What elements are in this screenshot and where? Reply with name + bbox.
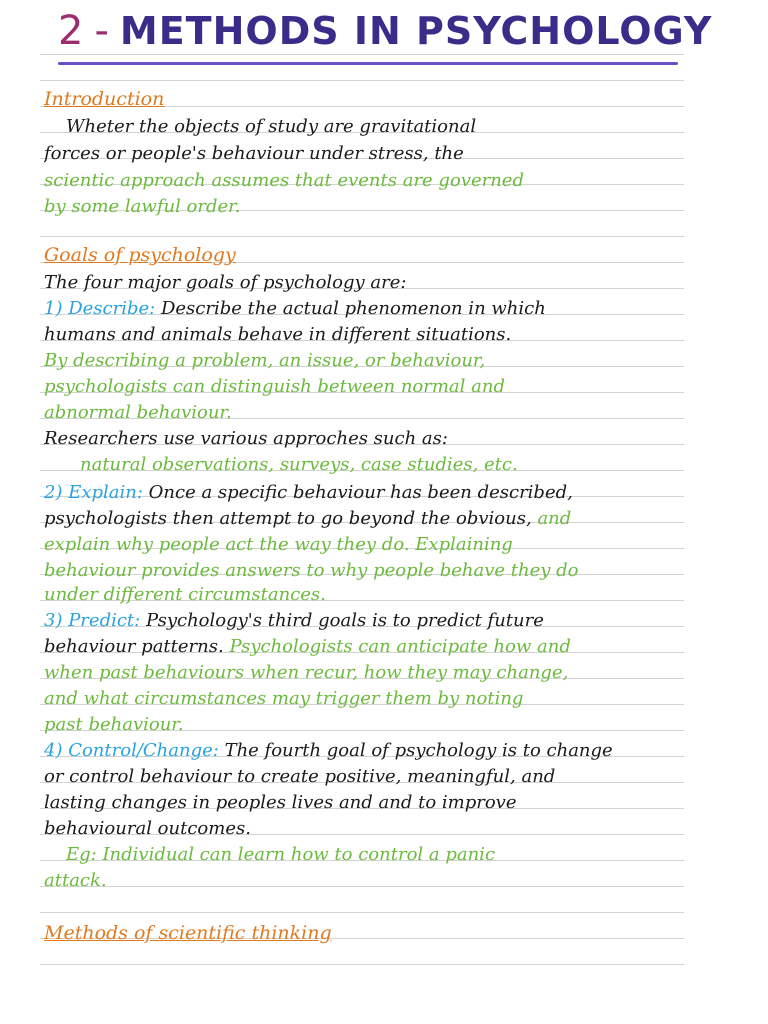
describe-line-2: humans and animals behave in different situations. (44, 324, 512, 345)
control-line-2: or control behaviour to create positive, meaningful, and (44, 766, 556, 787)
explain-label: 2) Explain: (44, 482, 143, 503)
predict-line-1 (44, 608, 734, 634)
describe-line-3: Researchers use various approches such as: (44, 428, 448, 449)
predict-label: 3) Predict: (44, 610, 141, 631)
explain-green-3: under different circumstances. (44, 584, 326, 605)
describe-green-1: By describing a problem, an issue, or behaviour, (44, 350, 486, 371)
methods-heading: Methods of scientific thinking (44, 922, 332, 944)
control-green-1: Eg: Individual can learn how to control a panic (66, 844, 496, 865)
predict-green-3: past behaviour. (44, 714, 184, 735)
control-green-2: attack. (44, 870, 107, 891)
explain-line-2 (44, 506, 734, 532)
explain-line-1 (44, 480, 734, 506)
intro-heading: Introduction (44, 88, 165, 110)
title-underline (58, 62, 678, 65)
intro-line-4: by some lawful order. (44, 196, 241, 217)
explain-text-2b: and (537, 508, 572, 529)
explain-text-2a: psychologists then attempt to go beyond the obvious, (44, 508, 532, 529)
intro-line-1: Wheter the objects of study are gravitational (66, 116, 477, 137)
control-line-1 (44, 738, 734, 764)
control-line-4: behavioural outcomes. (44, 818, 251, 839)
title-dash: - (94, 8, 110, 54)
predict-green-2: and what circumstances may trigger them by noting (44, 688, 524, 709)
describe-green-4: natural observations, surveys, case studies, etc. (80, 454, 518, 475)
describe-text-1: Describe the actual phenomenon in which (160, 298, 546, 319)
describe-green-2: psychologists can distinguish between normal and (44, 376, 505, 397)
explain-text-1: Once a specific behaviour has been described, (148, 482, 573, 503)
predict-green-1: when past behaviours when recur, how they may change, (44, 662, 569, 683)
predict-text-2b: Psychologists can anticipate how and (229, 636, 571, 657)
control-line-3: lasting changes in peoples lives and and to improve (44, 792, 517, 813)
control-text-1: The fourth goal of psychology is to change (224, 740, 613, 761)
control-label: 4) Control/Change: (44, 740, 219, 761)
page-title (58, 6, 738, 56)
predict-text-2a: behaviour patterns. (44, 636, 224, 657)
describe-line-1 (44, 296, 734, 322)
predict-text-1: Psychology's third goals is to predict future (145, 610, 544, 631)
page-margin-bottom (0, 970, 768, 1024)
page-margin-left (0, 0, 40, 1024)
explain-green-1: explain why people act the way they do. Explaining (44, 534, 513, 555)
goals-intro: The four major goals of psychology are: (44, 272, 407, 293)
intro-line-2: forces or people's behaviour under stress, the (44, 143, 464, 164)
describe-label: 1) Describe: (44, 298, 156, 319)
chapter-number: 2 (58, 8, 85, 54)
intro-line-3: scientic approach assumes that events are governed (44, 170, 524, 191)
describe-green-3: abnormal behaviour. (44, 402, 232, 423)
explain-green-2: behaviour provides answers to why people behave they do (44, 560, 579, 581)
chapter-title: METHODS IN PSYCHOLOGY (119, 9, 713, 53)
goals-heading: Goals of psychology (44, 244, 236, 266)
predict-line-2 (44, 634, 734, 660)
